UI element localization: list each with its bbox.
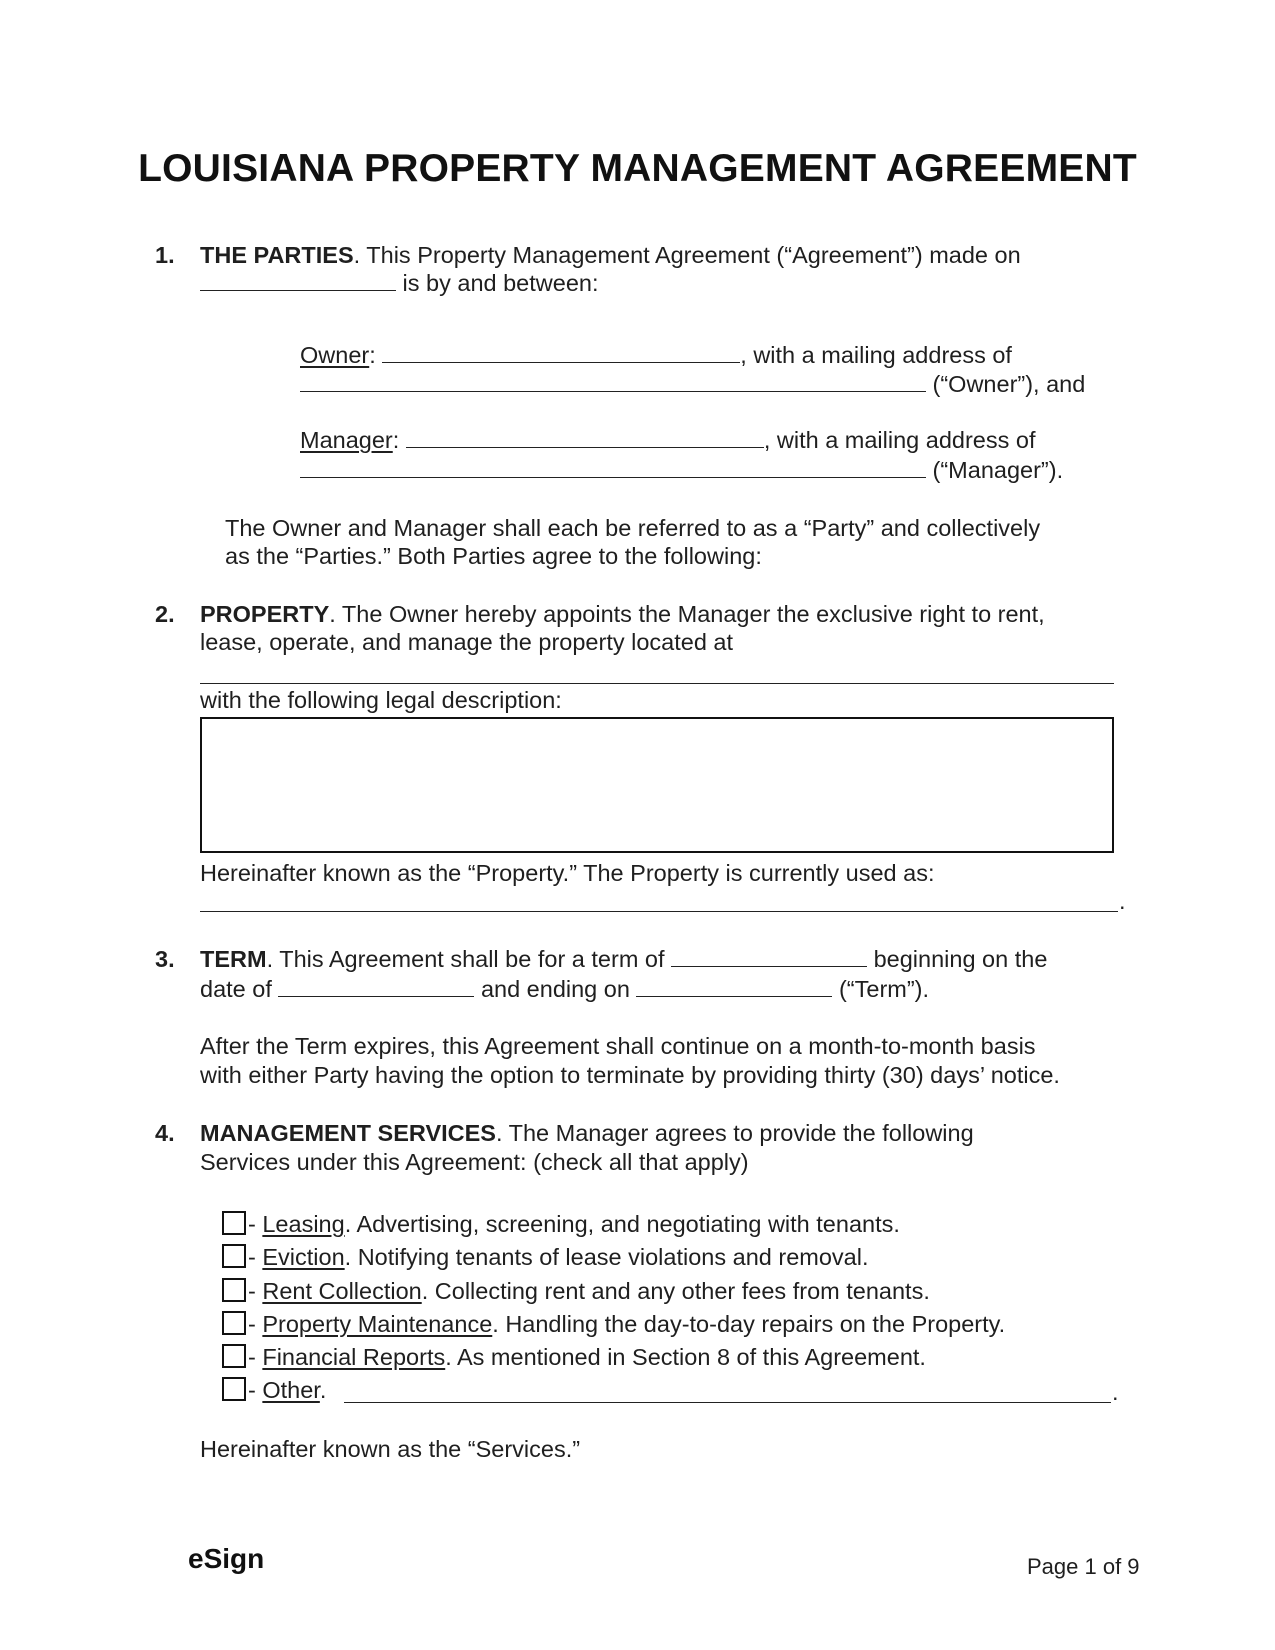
other-checkbox[interactable] <box>222 1377 246 1401</box>
owner-address-field[interactable] <box>300 371 926 392</box>
section-2-text-a: . The Owner hereby appoints the Manager the exclusive right to rent, <box>329 601 1045 627</box>
service-item <box>222 1309 1005 1339</box>
service-name: Leasing <box>262 1211 345 1237</box>
section-3-text-d: and ending on <box>480 976 630 1002</box>
service-desc: . Handling the day-to-day repairs on the Property. <box>492 1311 1006 1337</box>
services-hereinafter: Hereinafter known as the “Services.” <box>200 1436 581 1462</box>
property-use-period: . <box>1119 888 1126 914</box>
service-item <box>222 1375 326 1405</box>
section-1-text-b: is by and between: <box>402 270 599 296</box>
service-dash: - <box>248 1344 256 1370</box>
leasing-checkbox[interactable] <box>222 1211 246 1235</box>
section-2-heading: PROPERTY <box>200 601 330 627</box>
section-3-line-2 <box>200 974 929 1004</box>
document-title: LOUISIANA PROPERTY MANAGEMENT AGREEMENT <box>138 147 1137 190</box>
section-2-line-2: lease, operate, and manage the property located at <box>200 629 734 655</box>
section-3-line-1 <box>200 944 1047 974</box>
section-2-number: 2. <box>155 601 175 627</box>
eviction-checkbox[interactable] <box>222 1244 246 1268</box>
property-hereinafter: Hereinafter known as the “Property.” The Property is currently used as: <box>200 860 935 886</box>
service-desc: . Advertising, screening, and negotiating with tenants. <box>344 1211 900 1237</box>
rent-collection-checkbox[interactable] <box>222 1278 246 1302</box>
service-item <box>222 1209 900 1239</box>
section-3-number: 3. <box>155 946 175 972</box>
section-4-number: 4. <box>155 1120 175 1146</box>
term-para-line-1: After the Term expires, this Agreement shall continue on a month-to-month basis <box>200 1033 1036 1059</box>
section-2-line-1 <box>200 599 1045 629</box>
service-name: Property Maintenance <box>262 1311 493 1337</box>
service-dash: - <box>248 1377 256 1403</box>
financial-reports-checkbox[interactable] <box>222 1344 246 1368</box>
service-dash: - <box>248 1211 256 1237</box>
manager-colon: : <box>392 427 400 453</box>
section-4-heading: MANAGEMENT SERVICES <box>200 1120 496 1146</box>
owner-colon: : <box>369 342 376 368</box>
owner-label: Owner <box>300 342 370 368</box>
manager-address-field[interactable] <box>300 457 926 478</box>
service-desc: . Notifying tenants of lease violations and removal. <box>344 1244 869 1270</box>
manager-label: Manager <box>300 427 393 453</box>
section-1-text-a: . This Property Management Agreement (“Agreement”) made on <box>353 242 1021 268</box>
section-4-line-2: Services under this Agreement: (check all that apply) <box>200 1149 749 1175</box>
owner-line <box>300 340 1012 370</box>
legal-description-box[interactable] <box>200 717 1114 853</box>
page-number: Page 1 of 9 <box>1027 1554 1140 1579</box>
service-item <box>222 1342 926 1372</box>
other-service-field[interactable] <box>344 1402 1111 1403</box>
term-end-date-field[interactable] <box>636 976 832 997</box>
owner-mail-text: , with a mailing address of <box>740 342 1012 368</box>
section-1-heading: THE PARTIES <box>200 242 354 268</box>
esign-logo: eSign <box>188 1543 265 1574</box>
owner-end-text: (“Owner”), and <box>932 371 1086 397</box>
agreement-date-field[interactable] <box>200 270 396 291</box>
service-name: Other <box>262 1377 320 1403</box>
owner-address-line <box>300 369 1085 399</box>
term-start-date-field[interactable] <box>278 976 474 997</box>
property-maintenance-checkbox[interactable] <box>222 1311 246 1335</box>
manager-end-text: (“Manager”). <box>932 457 1064 483</box>
other-service-period: . <box>1112 1379 1119 1405</box>
parties-para-line-2: as the “Parties.” Both Parties agree to the following: <box>225 543 762 569</box>
service-desc: . <box>319 1377 327 1403</box>
property-use-field[interactable] <box>200 911 1118 912</box>
service-desc: . Collecting rent and any other fees from tenants. <box>421 1278 930 1304</box>
parties-para-line-1: The Owner and Manager shall each be referred to as a “Party” and collectively <box>225 515 1041 541</box>
section-3-text-c: date of <box>200 976 272 1002</box>
service-dash: - <box>248 1278 256 1304</box>
section-1-line-2 <box>200 268 599 298</box>
manager-mail-text: , with a mailing address of <box>763 427 1036 453</box>
service-item <box>222 1276 930 1306</box>
section-1-line-1 <box>200 240 1021 270</box>
section-4-text-a: . The Manager agrees to provide the following <box>495 1120 974 1146</box>
legal-description-label: with the following legal description: <box>200 687 562 713</box>
section-4-line-1 <box>200 1118 974 1148</box>
manager-address-line <box>300 455 1063 485</box>
service-dash: - <box>248 1311 256 1337</box>
manager-name-field[interactable] <box>406 427 764 448</box>
service-name: Eviction <box>262 1244 345 1270</box>
service-desc: . As mentioned in Section 8 of this Agreement. <box>445 1344 926 1370</box>
property-address-field[interactable] <box>200 683 1114 684</box>
owner-name-field[interactable] <box>382 342 740 363</box>
service-name: Financial Reports <box>262 1344 446 1370</box>
service-dash: - <box>248 1244 256 1270</box>
section-3-text-e: (“Term”). <box>838 976 930 1002</box>
term-length-field[interactable] <box>671 946 867 967</box>
manager-line <box>300 425 1036 455</box>
section-3-heading: TERM <box>200 946 267 972</box>
term-para-line-2: with either Party having the option to terminate by providing thirty (30) days’ notice. <box>200 1062 1060 1088</box>
section-1-number: 1. <box>155 242 175 268</box>
section-3-text-b: beginning on the <box>873 946 1048 972</box>
section-3-text-a: . This Agreement shall be for a term of <box>266 946 665 972</box>
service-name: Rent Collection <box>262 1278 422 1304</box>
service-item <box>222 1242 868 1272</box>
